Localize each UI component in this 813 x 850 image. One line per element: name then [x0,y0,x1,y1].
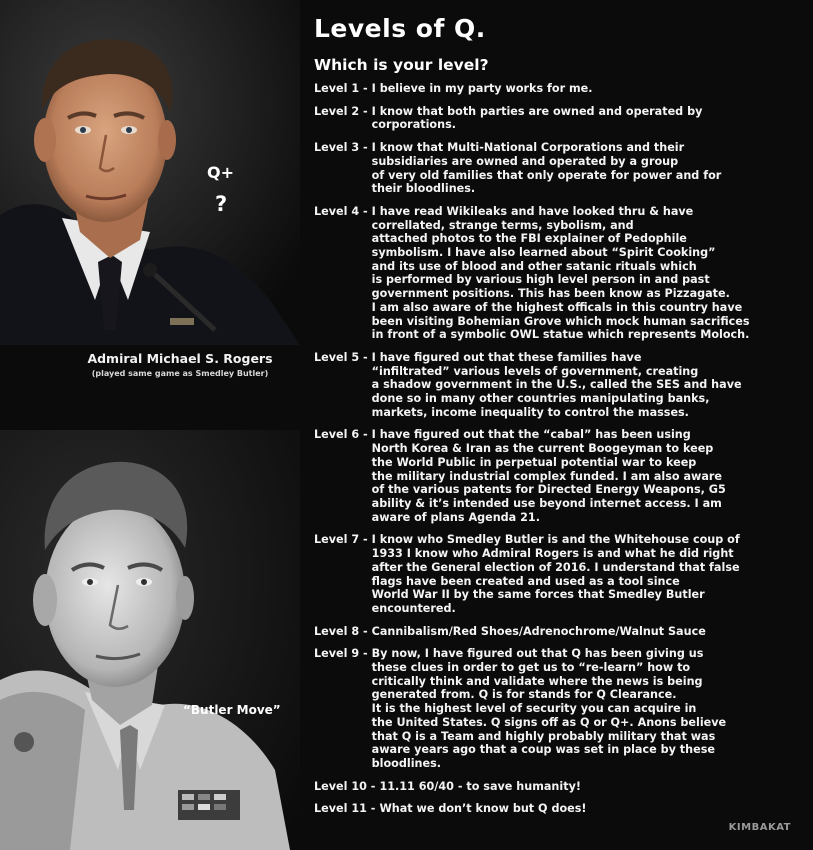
level-text: I believe in my party works for me. [371,82,593,95]
level-label: Level 2 - [314,104,368,118]
butler-move-caption: “Butler Move” [183,703,281,717]
level-item [314,141,794,196]
level-label: Level 8 - [314,624,368,638]
level-item [314,780,794,794]
level-label: Level 11 - [314,802,376,816]
level-label: Level 9 - [314,647,368,661]
page-title: Levels of Q. [314,14,486,43]
level-text: I know that Multi-National Corporations and their subsidiaries are owned and operated by a group of very old families that only operate for power and for their bloodlines. [371,141,722,196]
level-text: I know who Smedley Butler is and the Whitehouse coup of 1933 I know who Admiral Rogers is and what he did right after the General election of 2016. I understand that false flags have been created and used as a tool since World War II by the same forces that Smedley Butler encountered. [371,533,740,615]
level-item [314,82,794,96]
level-label: Level 10 - [314,779,376,793]
level-text: What we don’t know but Q does! [379,802,587,816]
watermark: KIMBAKAT [728,822,791,833]
level-item [314,428,794,524]
level-text: I know that both parties are owned and operated by corporations. [371,104,703,132]
level-item [314,647,794,770]
admiral-rogers-photo [0,0,300,345]
level-item [314,205,794,342]
level-item [314,802,794,816]
level-text: 11.11 60/40 - to save humanity! [379,779,581,793]
smedley-butler-photo [0,430,300,850]
question-mark-label: ? [215,192,228,216]
level-label: Level 1 - [314,82,368,95]
level-label: Level 7 - [314,533,368,547]
level-text: I have read Wikileaks and have looked thru & have correllated, strange terms, sybolism, and attached photos to the FBI explainer of Pedophile symbolism. I have also learned about “Spirit Cooking” and its use of blood and other satanic rituals which is performed by various high level person in and past government positions. This has been know as Pizzagate. I am also aware of the highest officals in this country have been visiting Bohemian Grove which mock human sacrifices in front of a symbolic OWL statue which represents Moloch. [371,204,750,342]
level-label: Level 4 - [314,204,368,218]
level-text: I have figured out that these families have “infiltrated” various levels of government, creating a shadow government in the U.S., called the SES and have done so in many other countries manipulating banks, markets, income inequality to control the masses. [371,350,742,419]
level-label: Level 6 - [314,428,368,442]
q-plus-label: Q+ [207,163,235,182]
page-subtitle: Which is your level? [314,56,489,74]
level-item [314,533,794,615]
level-item [314,105,794,132]
level-label: Level 5 - [314,350,368,364]
rogers-caption: Admiral Michael S. Rogers [87,351,273,366]
level-label: Level 3 - [314,141,368,155]
level-text: By now, I have figured out that Q has been giving us these clues in order to get us to “re-learn” how to critically think and validate where the news is being generated from. Q is for stands for Q Clearance. It is the highest level of security you can acquire in the United States. Q signs off as Q or Q+. Anons believe that Q is a Team and highly probably military that was aware years ago that a coup was set in place by these bloodlines. [371,647,727,770]
levels-list [314,82,794,825]
level-item [314,625,794,639]
rogers-subcaption: (played same game as Smedley Butler) [91,369,269,378]
level-text: Cannibalism/Red Shoes/Adrenochrome/Walnut Sauce [371,624,706,638]
level-item [314,351,794,420]
level-text: I have figured out that the “cabal” has been using North Korea & Iran as the current Boogeyman to keep the World Public in perpetual potential war to keep the military industrial complex funded. I am also aware of the various patents for Directed Energy Weapons, G5 ability & it’s intended use beyond internet access. I am aware of plans Agenda 21. [371,428,726,524]
